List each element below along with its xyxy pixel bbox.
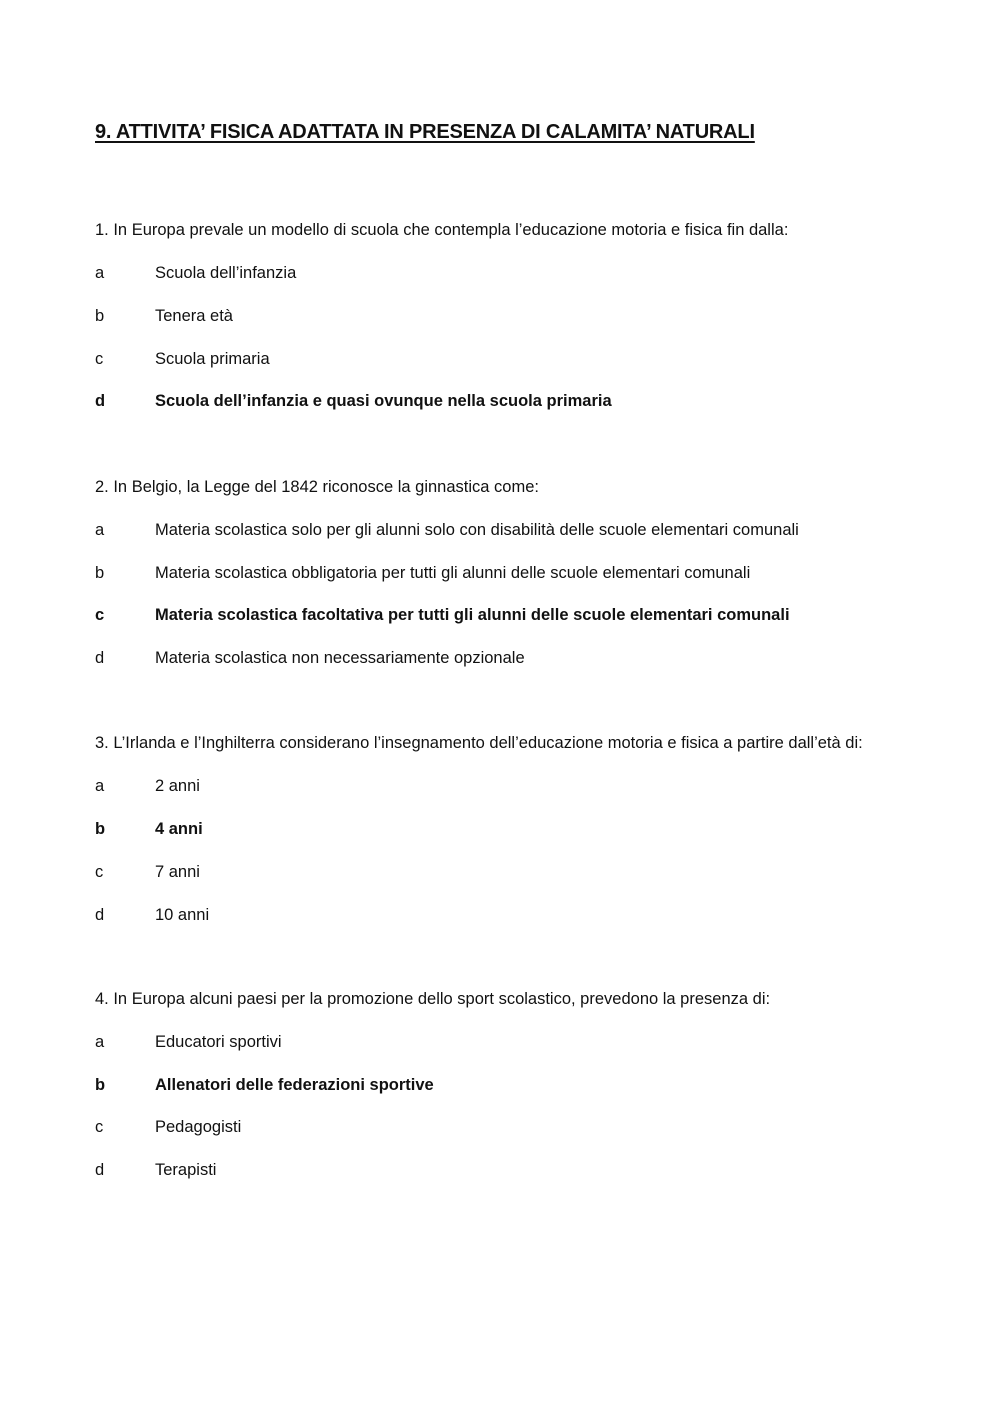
option-text: 10 anni xyxy=(155,906,210,924)
option-letter: c xyxy=(95,863,104,881)
option-text: Materia scolastica solo per gli alunni solo con disabilità delle scuole elementari comunali xyxy=(155,521,799,539)
option-letter: d xyxy=(95,1161,105,1179)
option-text: Allenatori delle federazioni sportive xyxy=(155,1076,434,1094)
option-letter: a xyxy=(95,264,105,282)
question-text: 3. L’Irlanda e l’Inghilterra considerano l’insegnamento dell’educazione motoria e fisica a partire dall’età di: xyxy=(95,734,863,752)
option-text: 4 anni xyxy=(155,820,203,838)
question-text: 1. In Europa prevale un modello di scuola che contempla l’educazione motoria e fisica fin dalla: xyxy=(95,221,789,239)
option-text: Scuola dell’infanzia e quasi ovunque nella scuola primaria xyxy=(155,392,612,410)
option-text: 7 anni xyxy=(155,863,200,881)
option-text: Materia scolastica non necessariamente opzionale xyxy=(155,649,525,667)
option-text: 2 anni xyxy=(155,777,200,795)
option-letter: a xyxy=(95,777,105,795)
option-text: Materia scolastica obbligatoria per tutti gli alunni delle scuole elementari comunali xyxy=(155,564,751,582)
option-text: Educatori sportivi xyxy=(155,1033,282,1051)
section-title: 9. ATTIVITA’ FISICA ADATTATA IN PRESENZA DI CALAMITA’ NATURALI xyxy=(95,121,755,143)
option-text: Scuola primaria xyxy=(155,350,270,368)
option-text: Pedagogisti xyxy=(155,1118,242,1136)
option-text: Scuola dell’infanzia xyxy=(155,264,297,282)
question-text: 4. In Europa alcuni paesi per la promozione dello sport scolastico, prevedono la presenza di: xyxy=(95,990,771,1008)
option-text: Tenera età xyxy=(155,307,233,325)
option-letter: c xyxy=(95,350,104,368)
option-letter: a xyxy=(95,521,105,539)
question-text: 2. In Belgio, la Legge del 1842 riconosce la ginnastica come: xyxy=(95,478,539,496)
option-letter: b xyxy=(95,1076,106,1094)
option-letter: d xyxy=(95,649,105,667)
option-letter: a xyxy=(95,1033,105,1051)
option-letter: b xyxy=(95,820,106,838)
option-letter: d xyxy=(95,906,105,924)
option-letter: b xyxy=(95,564,105,582)
option-letter: d xyxy=(95,392,106,410)
option-letter: c xyxy=(95,1118,104,1136)
option-letter: b xyxy=(95,307,105,325)
option-letter: c xyxy=(95,606,105,624)
option-text: Terapisti xyxy=(155,1161,217,1179)
option-text: Materia scolastica facoltativa per tutti gli alunni delle scuole elementari comunali xyxy=(155,606,790,624)
